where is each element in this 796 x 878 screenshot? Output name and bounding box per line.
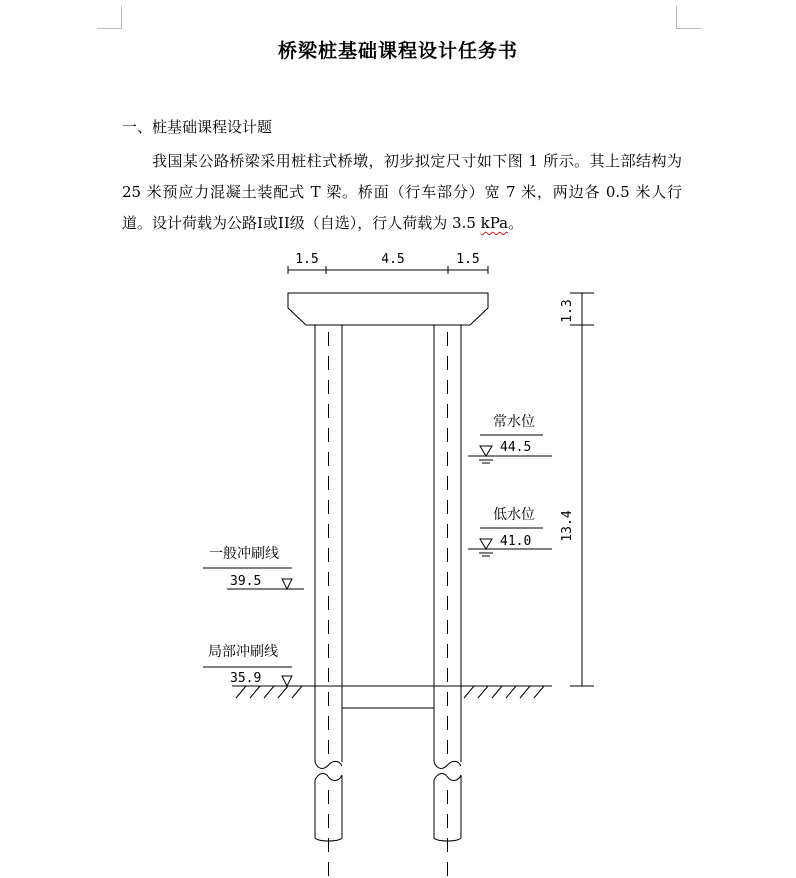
dim-cap-height-label: 1.3 (560, 299, 575, 323)
low-water-label: 低水位 (493, 507, 535, 523)
low-water-value: 41.0 (500, 534, 532, 549)
low-water-marker (468, 506, 552, 556)
general-scour-value: 39.5 (230, 574, 262, 589)
document-title: 桥梁桩基础课程设计任务书 (277, 40, 518, 62)
local-scour-marker (203, 643, 292, 686)
dim-middle-label: 4.5 (381, 252, 405, 267)
normal-water-marker (468, 413, 552, 463)
left-column (315, 325, 342, 686)
dim-left-label: 1.5 (295, 252, 319, 267)
paragraph-text: 我国某公路桥梁采用桩柱式桥墩，初步拟定尺寸如下图 1 所示。其上部结构为 25 米预应力混凝土装配式 T 梁。桥面（行车部分）宽 7 米，两边各 0.5 米人行道。设计荷载为公路Ⅰ或ⅠⅠ级（自选），行人荷载为 3.5 (122, 152, 682, 232)
right-column (434, 325, 461, 686)
local-scour-label: 局部冲刷线 (208, 644, 278, 660)
normal-water-label: 常水位 (493, 414, 535, 430)
paragraph-unit: kPa (480, 214, 509, 232)
left-pile (315, 686, 342, 878)
general-scour-label: 一般冲刷线 (209, 546, 279, 562)
dim-column-height-label: 13.4 (560, 510, 575, 542)
general-scour-marker (203, 545, 304, 589)
top-dimension (288, 252, 488, 274)
dim-right-label: 1.5 (456, 252, 480, 267)
cap-beam (288, 293, 488, 325)
local-scour-value: 35.9 (230, 671, 262, 686)
section-heading: 一、桩基础课程设计题 (122, 118, 273, 136)
normal-water-value: 44.5 (500, 440, 532, 455)
right-pile (434, 686, 461, 878)
paragraph-end: 。 (508, 214, 524, 232)
ground-line (232, 686, 552, 698)
vertical-dimension (560, 293, 594, 686)
